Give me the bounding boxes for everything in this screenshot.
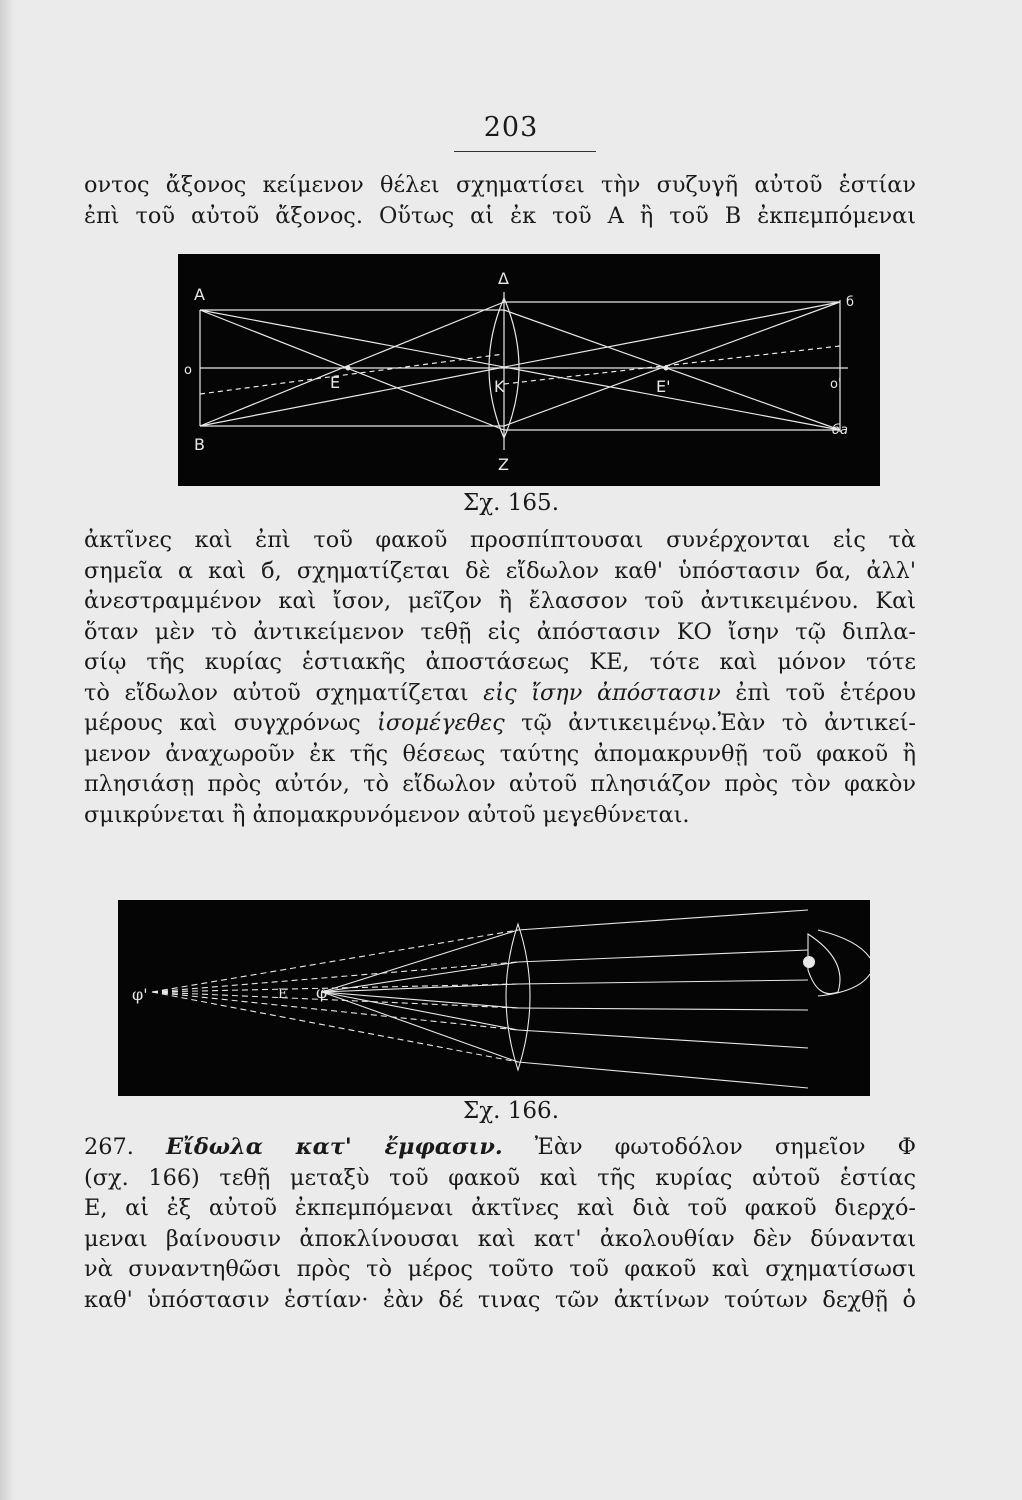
lens-shape [506, 924, 530, 1070]
ray [518, 1062, 808, 1088]
label-zeta: Z [498, 455, 509, 474]
section-number: 267. [84, 1134, 134, 1160]
label-o: o [184, 363, 192, 378]
label-b-small: б [846, 295, 855, 310]
page-number: 203 [483, 112, 539, 143]
ray [518, 950, 808, 962]
text-line: ἀνεστραμμένον καὶ ἴσον, μεῖζον ἢ ἔλασσον τοῦ ἀντικειμένου. Καὶ [84, 588, 916, 614]
text-line: μενον ἀναχωροῦν ἐκ τῆς θέσεως ταύτης ἀπομακρυνθῇ τοῦ φακοῦ ἢ [84, 740, 916, 767]
eye-lid [818, 930, 870, 958]
section-title: Εἴδωλα κατ' ἔμφασιν. [165, 1134, 503, 1160]
section-heading-line [84, 1132, 916, 1163]
label-a: A [194, 285, 205, 304]
text-line: μεναι βαίνουσιν ἀποκλίνουσαι καὶ κατ' ἀκολουθίαν δὲν δύνανται [84, 1225, 916, 1252]
ray [322, 992, 518, 1030]
ray [200, 310, 504, 430]
text-segment: ἐπὶ τοῦ ἑτέρου [720, 679, 916, 706]
label-b: B [194, 435, 205, 454]
ray [200, 302, 840, 426]
page-number-rule [454, 151, 596, 152]
text-line: Ε, αἱ ἐξ αὐτοῦ ἐκπεμπόμεναι ἀκτῖνες καὶ διὰ τοῦ φακοῦ διερχό- [84, 1195, 916, 1221]
page-edge-shadow [0, 0, 14, 1500]
ray [504, 302, 840, 426]
text-line: ὅταν μὲν τὸ ἀντικείμενον τεθῇ εἰς ἀπόστασιν ΚΟ ἴσην τῷ διπλα- [84, 618, 916, 645]
focus-point-e [346, 366, 351, 371]
figure-165-diagram [178, 254, 880, 486]
text-line: οντος ἄξονος κείμενον θέλει σχηματίσει τὴν συζυγῆ αὐτοῦ ἑστίαν [84, 172, 916, 198]
label-o-prime: o' [830, 377, 842, 392]
section-267-paragraph [84, 1132, 916, 1315]
figure-166-diagram [118, 900, 870, 1096]
dashed-ray [200, 354, 504, 394]
text-line-italic [84, 708, 916, 739]
dashed-ray [152, 992, 518, 1062]
text-line: πλησιάσῃ πρὸς αὐτόν, τὸ εἴδωλον αὐτοῦ πλησιάζον πρὸς τὸν φακὸν [84, 771, 916, 797]
text-emphasis: ἰσομέγεθες [377, 710, 505, 736]
text-line: σμικρύνεται ἢ ἀπομακρυνόμενον αὐτοῦ μεγεθύνεται. [84, 801, 690, 828]
ray [322, 930, 518, 992]
label-delta: Δ [498, 269, 509, 288]
text-emphasis: εἰς ἴσην ἀπόστασιν [483, 679, 721, 706]
dashed-ray [504, 346, 840, 384]
label-phi-prime: φ' [132, 985, 148, 1004]
label-e: E [330, 373, 341, 392]
text-line: σίῳ τῆς κυρίας ἑστιακῆς ἀποστάσεως ΚΕ, τότε καὶ μόνον τότε [84, 649, 916, 675]
text-segment: τῷ ἀντικειμένῳ.Ἐὰν τὸ ἀντικεί- [504, 710, 916, 736]
ray [518, 910, 808, 930]
text-segment: τὸ εἴδωλον αὐτοῦ σχηματίζεται [84, 679, 484, 706]
label-phi: φ [316, 983, 328, 1002]
text-segment: Ἐὰν φωτοδόλον σημεῖον Φ [502, 1134, 916, 1160]
figure-166 [118, 900, 870, 1096]
focus-point-e-prime [664, 366, 669, 371]
text-line: σημεῖα α καὶ б, σχηματίζεται δὲ εἴδωλον καθ' ὑπόστασιν бα, ἀλλ' [84, 557, 916, 584]
text-line: καθ' ὑπόστασιν ἑστίαν· ἐὰν δέ τινας τῶν ἀκτίνων τούτων δεχθῇ ὁ [84, 1286, 916, 1313]
label-e-prime: E' [656, 377, 671, 396]
figure-165-caption: Σχ. 165. [462, 490, 560, 516]
eye-pupil [803, 956, 815, 968]
text-segment: μέρους καὶ συγχρόνως [84, 710, 378, 736]
text-line: (σχ. 166) τεθῇ μεταξὺ τοῦ φακοῦ καὶ τῆς κυρίας αὐτοῦ ἑστίας [84, 1164, 916, 1191]
middle-paragraph [84, 525, 916, 830]
ray [200, 302, 504, 426]
label-k: K [494, 377, 505, 396]
ray [518, 980, 808, 984]
text-line: ἀκτῖνες καὶ ἐπὶ τοῦ φακοῦ προσπίπτουσαι συνέρχονται εἰς τὰ [84, 527, 916, 553]
ray [504, 310, 840, 430]
label-ba: ба [832, 423, 848, 438]
top-paragraph [84, 170, 916, 231]
dashed-ray [152, 930, 518, 992]
ray [322, 992, 518, 1062]
figure-166-caption: Σχ. 166. [462, 1098, 560, 1124]
dashed-ray [152, 992, 518, 1030]
label-e: E [278, 987, 288, 1002]
ray [518, 1030, 808, 1048]
text-line: ἐπὶ τοῦ αὐτοῦ ἄξονος. Οὕτως αἱ ἐκ τοῦ Α ἢ τοῦ Β ἐκπεμπόμεναι [84, 202, 916, 229]
ray [518, 1008, 808, 1010]
figure-165 [178, 254, 880, 486]
ray [322, 992, 518, 1008]
text-line: νὰ συναντηθῶσι πρὸς τὸ μέρος τοῦτο τοῦ φακοῦ καὶ σχηματίσωσι [84, 1256, 916, 1282]
ray [200, 310, 840, 430]
text-line-italic [84, 678, 916, 709]
